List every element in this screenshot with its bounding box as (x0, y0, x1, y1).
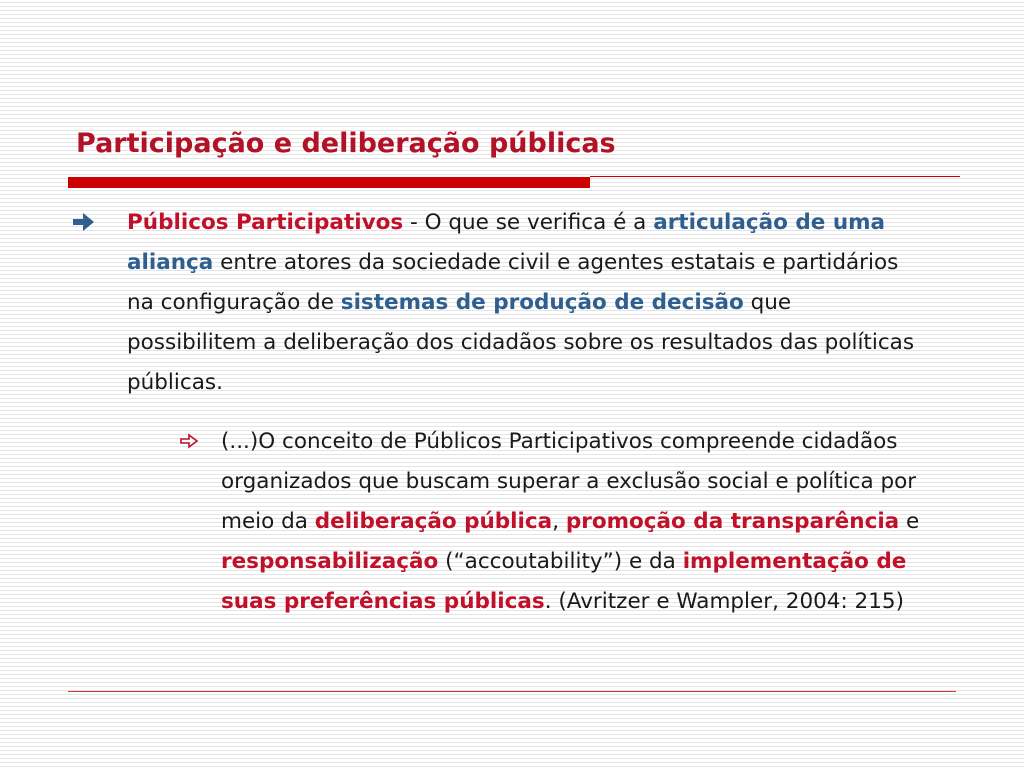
footer-rule (68, 691, 956, 692)
term-publicos-participativos: Públicos Participativos (127, 210, 404, 235)
highlight-transparencia: promoção da transparência (565, 509, 900, 534)
bullet-level1 (127, 203, 927, 403)
text-segment: . (Avritzer e Wampler, 2004: 215) (544, 589, 904, 614)
title-underline-rule (590, 176, 960, 177)
highlight-articulacao: articulação de uma aliança (127, 210, 886, 275)
highlight-sistemas: sistemas de produção de decisão (340, 290, 744, 315)
text-segment: (...)O conceito de Públicos Participativos compreende cidadãos organizados que buscam superar a exclusão social e política por meio da (221, 429, 917, 534)
highlight-responsabilizacao: responsabilização (221, 549, 439, 574)
slide-title: Participação e deliberação públicas (76, 128, 616, 159)
arrow-right-icon (72, 210, 96, 234)
hollow-arrow-right-icon (179, 433, 199, 449)
text-segment: , (552, 509, 566, 534)
highlight-deliberacao-publica: deliberação pública (314, 509, 553, 534)
title-underline-bar (68, 177, 590, 188)
text-segment: - O que se verifica é a (403, 210, 654, 235)
text-segment: (“accoutability”) e da (438, 549, 683, 574)
text-segment: entre atores da sociedade civil e agentes estatais e partidários na configuração de (127, 250, 899, 315)
text-segment: que possibilitem a deliberação dos cidadãos sobre os resultados das políticas públicas. (127, 290, 915, 395)
text-segment: e (899, 509, 920, 534)
bullet-level2 (221, 422, 931, 622)
highlight-implementacao: implementação de suas preferências públicas (221, 549, 907, 614)
